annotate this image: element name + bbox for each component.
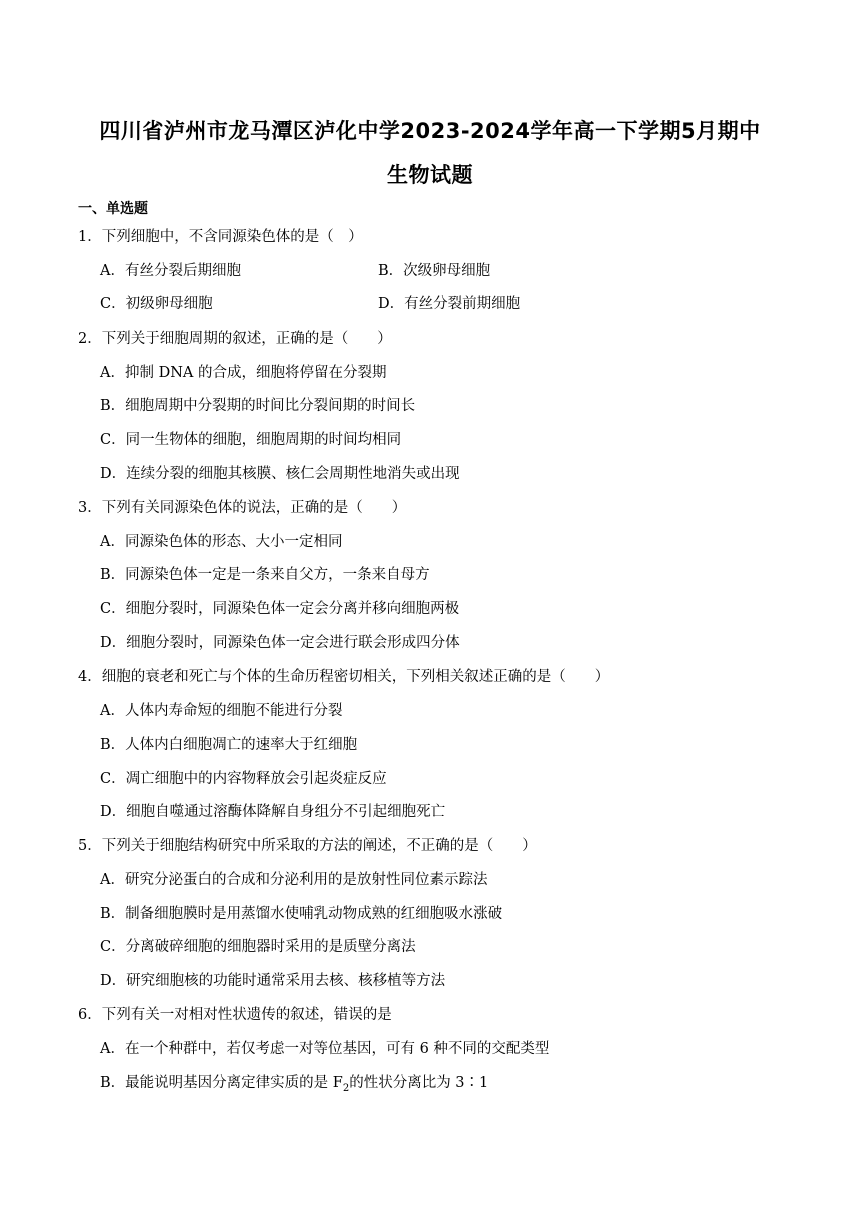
q5-option-c: C．分离破碎细胞的细胞器时采用的是质壁分离法 [100,939,416,955]
q5-option-a: A．研究分泌蛋白的合成和分泌利用的是放射性同位素示踪法 [100,872,488,888]
question-6: 6．下列有关一对相对性状遗传的叙述，错误的是 [78,1007,392,1023]
question-1: 1．下列细胞中，不含同源染色体的是（ ） [78,229,363,245]
question-3: 3．下列有关同源染色体的说法，正确的是（ ） [78,500,407,516]
q3-option-d: D．细胞分裂时，同源染色体一定会进行联会形成四分体 [100,635,460,651]
q6-option-b-text-end: 的性状分离比为 3∶1 [349,1075,489,1091]
q3-option-c: C．细胞分裂时，同源染色体一定会分离并移向细胞两极 [100,601,460,617]
q4-option-a: A．人体内寿命短的细胞不能进行分裂 [100,703,343,719]
q1-option-b: B．次级卵母细胞 [378,263,491,279]
q2-option-c: C．同一生物体的细胞，细胞周期的时间均相同 [100,432,402,448]
q2-option-b: B．细胞周期中分裂期的时间比分裂间期的时间长 [100,398,416,414]
question-5: 5．下列关于细胞结构研究中所采取的方法的阐述，不正确的是（ ） [78,838,537,854]
q1-option-c: C．初级卵母细胞 [100,296,213,312]
q1-option-a: A．有丝分裂后期细胞 [100,263,241,279]
q5-option-d: D．研究细胞核的功能时通常采用去核、核移植等方法 [100,973,446,989]
page-title-line2: 生物试题 [387,163,473,187]
page-title-line1: 四川省泸州市龙马潭区泸化中学2023-2024学年高一下学期5月期中 [99,119,761,143]
q6-option-b-text: B．最能说明基因分离定律实质的是 F [100,1075,343,1091]
q4-option-c: C．凋亡细胞中的内容物释放会引起炎症反应 [100,771,387,787]
q4-option-d: D．细胞自噬通过溶酶体降解自身组分不引起细胞死亡 [100,804,446,820]
q6-option-a: A．在一个种群中，若仅考虑一对等位基因，可有 6 种不同的交配类型 [100,1041,550,1057]
q2-option-d: D．连续分裂的细胞其核膜、核仁会周期性地消失或出现 [100,466,460,482]
q3-option-b: B．同源染色体一定是一条来自父方，一条来自母方 [100,567,430,583]
question-4: 4．细胞的衰老和死亡与个体的生命历程密切相关，下列相关叙述正确的是（ ） [78,669,610,685]
q6-option-b-subscript: 2 [342,1082,350,1094]
q2-option-a: A．抑制 DNA 的合成，细胞将停留在分裂期 [100,365,387,381]
q3-option-a: A．同源染色体的形态、大小一定相同 [100,534,343,550]
q4-option-b: B．人体内白细胞凋亡的速率大于红细胞 [100,737,358,753]
q6-option-b [100,1071,488,1094]
q1-option-d: D．有丝分裂前期细胞 [378,296,521,312]
section-heading: 一、单选题 [78,201,148,217]
q5-option-b: B．制备细胞膜时是用蒸馏水使哺乳动物成熟的红细胞吸水涨破 [100,906,503,922]
question-2: 2．下列关于细胞周期的叙述，正确的是（ ） [78,331,392,347]
